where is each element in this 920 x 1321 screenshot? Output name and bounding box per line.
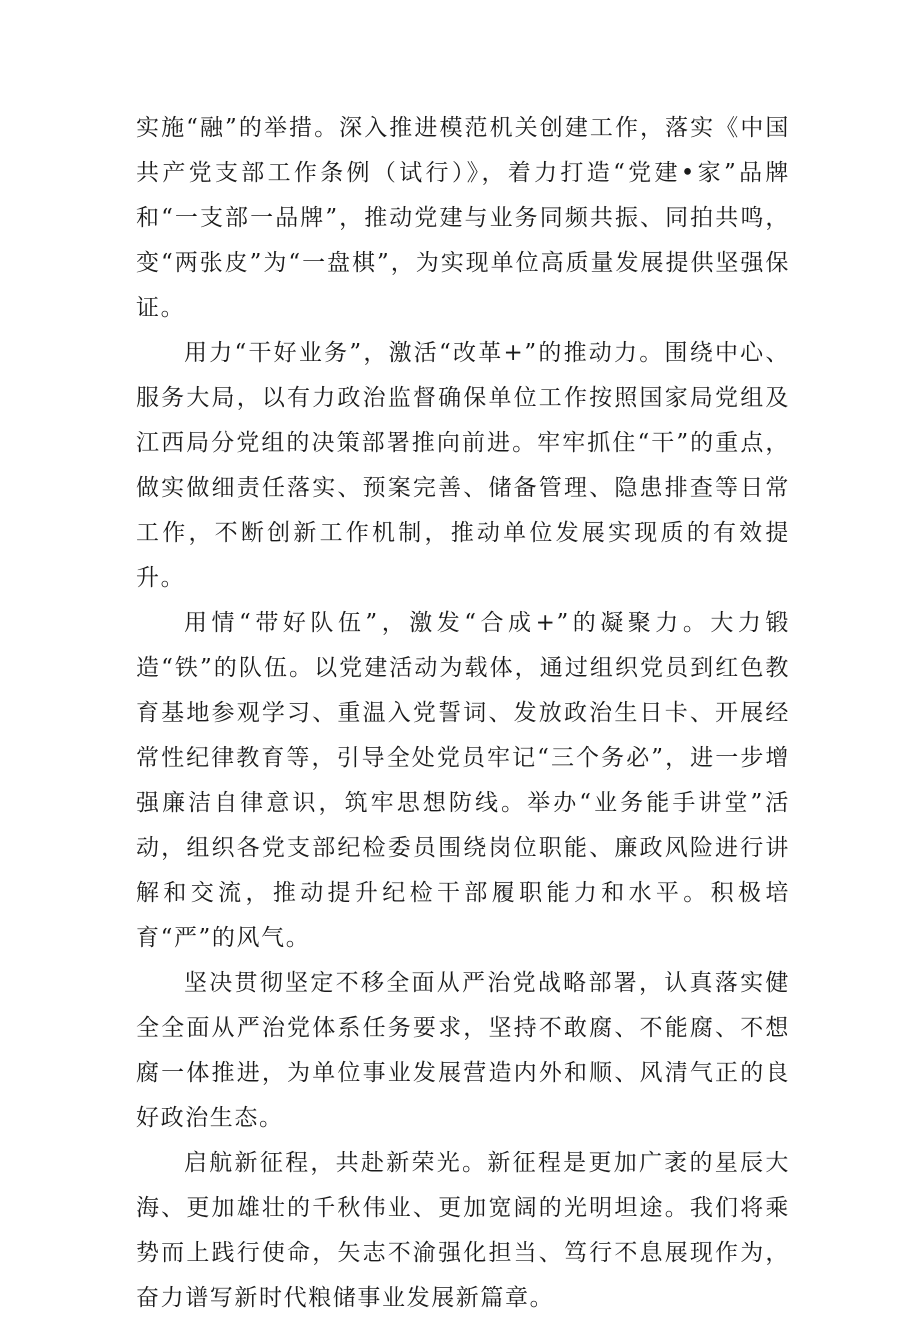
paragraph-team: 用情“带好队伍”，激发“合成+”的凝聚力。大力锻造“铁”的队伍。以党建活动为载体，通过组织党员到红色教育基地参观学习、重温入党誓词、发放政治生日卡、开展经常性纪律教育等，引导全处党员牢记“三个务必”，进一步增强廉洁自律意识，筑牢思想防线。举办“业务能手讲堂”活动，组织各党支部纪检委员围绕岗位职能、廉政风险进行讲解和交流，推动提升纪检干部履职能力和水平。积极培育“严”的风气。 — [136, 610, 790, 951]
paragraph-conclusion: 启航新征程，共赴新荣光。新征程是更加广袤的星辰大海、更加雄壮的千秋伟业、更加宽阔的光明坦途。我们将乘势而上践行使命，矢志不渝强化担当、笃行不息展现作为，奋力谱写新时代粮储事业发展新篇章。 — [136, 1150, 790, 1311]
document-body — [136, 106, 790, 1321]
paragraph-continued: 实施“融”的举措。深入推进模范机关创建工作，落实《中国共产党支部工作条例（试行）》，着力打造“党建•家”品牌和“一支部一品牌”，推动党建与业务同频共振、同拍共鸣，变“两张皮”为“一盘棋”，为实现单位高质量发展提供坚强保证。 — [136, 115, 790, 321]
paragraph-discipline: 坚决贯彻坚定不移全面从严治党战略部署，认真落实健全全面从严治党体系任务要求，坚持不敢腐、不能腐、不想腐一体推进，为单位事业发展营造内外和顺、风清气正的良好政治生态。 — [136, 970, 790, 1131]
paragraph-business: 用力“干好业务”，激活“改革+”的推动力。围绕中心、服务大局，以有力政治监督确保单位工作按照国家局党组及江西局分党组的决策部署推向前进。牢牢抓住“干”的重点，做实做细责任落实、预案完善、储备管理、隐患排查等日常工作，不断创新工作机制，推动单位发展实现质的有效提升。 — [136, 340, 790, 591]
